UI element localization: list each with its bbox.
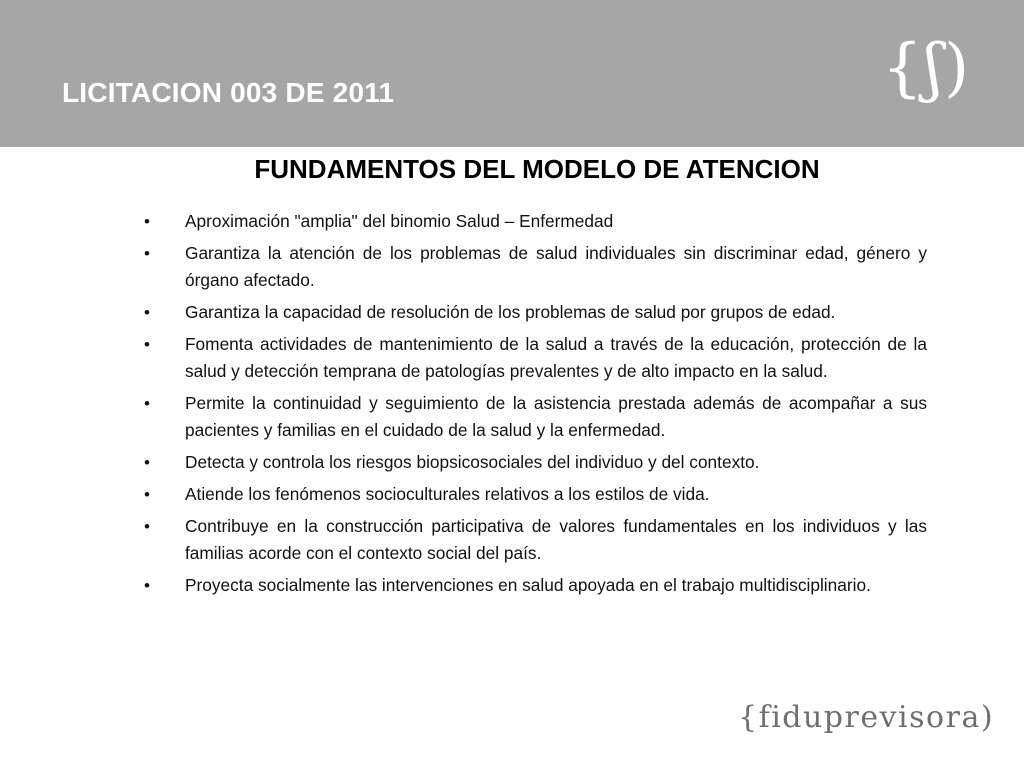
slide-subtitle: FUNDAMENTOS DEL MODELO DE ATENCION bbox=[254, 154, 820, 184]
bullet-text: Fomenta actividades de mantenimiento de la salud a través de la educación, protección de la salud y detección temprana de patologías prevalentes y de alto impacto en la salud. bbox=[185, 334, 927, 381]
bullet-text: Detecta y controla los riesgos biopsicosociales del individuo y del contexto. bbox=[185, 452, 760, 472]
bullet-icon: • bbox=[144, 244, 150, 263]
bullet-item bbox=[140, 481, 927, 508]
bullet-icon: • bbox=[144, 485, 150, 504]
bullet-text: Contribuye en la construcción participativa de valores fundamentales en los individuos y las familias acorde con el contexto social del país. bbox=[185, 516, 927, 563]
bullet-icon: • bbox=[144, 335, 150, 354]
bullet-text: Aproximación "amplia" del binomio Salud – Enfermedad bbox=[185, 211, 614, 231]
bullet-icon: • bbox=[144, 394, 150, 413]
bullet-item bbox=[140, 572, 927, 599]
bullet-item bbox=[140, 331, 927, 385]
page-title: LICITACION 003 DE 2011 bbox=[62, 77, 395, 108]
bullet-item bbox=[140, 299, 927, 326]
bullet-text: Atiende los fenómenos socioculturales relativos a los estilos de vida. bbox=[185, 484, 710, 504]
bullet-icon: • bbox=[144, 453, 150, 472]
bullet-icon: • bbox=[144, 303, 150, 322]
bullet-item bbox=[140, 513, 927, 567]
bullet-icon: • bbox=[144, 576, 150, 595]
bullet-text: Garantiza la atención de los problemas de salud individuales sin discriminar edad, género y órgano afectado. bbox=[185, 243, 927, 290]
bullet-text: Proyecta socialmente las intervenciones en salud apoyada en el trabajo multidisciplinario. bbox=[185, 575, 871, 595]
bullet-icon: • bbox=[144, 212, 150, 231]
header-bar bbox=[0, 0, 1024, 147]
bullet-item bbox=[140, 240, 927, 294]
bullet-list bbox=[140, 208, 927, 604]
fiduprevisora-logo-mark: {ʃ) bbox=[882, 31, 972, 105]
bullet-icon: • bbox=[144, 517, 150, 536]
bullet-item bbox=[140, 449, 927, 476]
bullet-text: Permite la continuidad y seguimiento de la asistencia prestada además de acompañar a sus pacientes y familias en el cuidado de la salud y la enfermedad. bbox=[185, 393, 927, 440]
fiduprevisora-wordmark: {fiduprevisora) bbox=[738, 700, 995, 735]
bullet-text: Garantiza la capacidad de resolución de los problemas de salud por grupos de edad. bbox=[185, 302, 836, 322]
bullet-item bbox=[140, 208, 927, 235]
bullet-item bbox=[140, 390, 927, 444]
